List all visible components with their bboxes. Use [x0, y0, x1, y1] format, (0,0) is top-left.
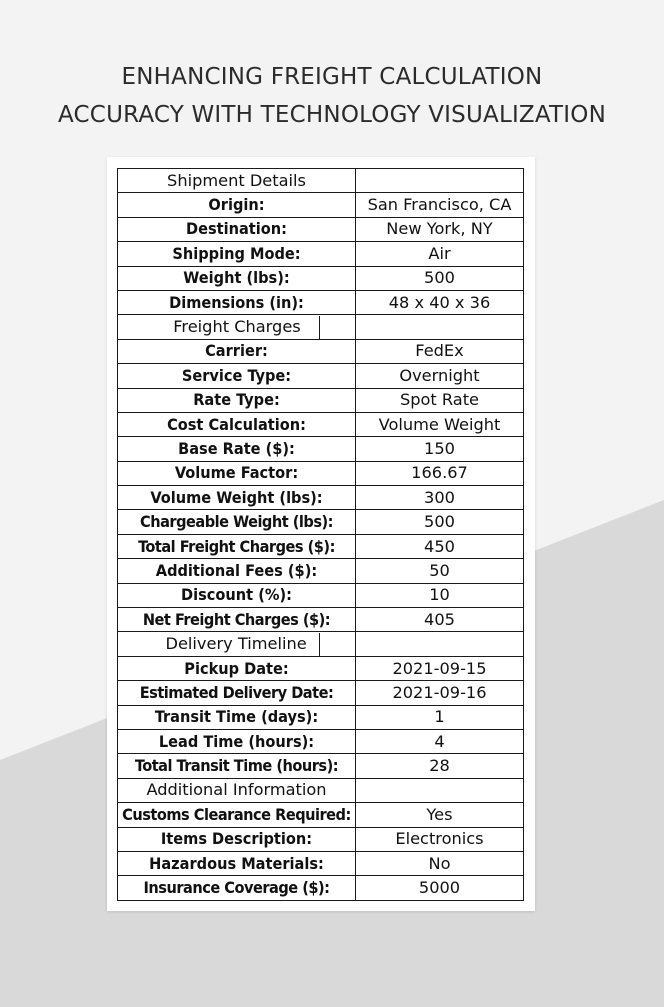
- row-value: 10: [356, 583, 524, 607]
- row-label: Net Freight Charges ($):: [118, 608, 356, 632]
- table-row: [118, 193, 524, 217]
- row-label: Destination:: [118, 217, 356, 241]
- row-value: 1: [356, 705, 524, 729]
- row-value: FedEx: [356, 339, 524, 363]
- page-title-line-2: ACCURACY WITH TECHNOLOGY VISUALIZATION: [58, 102, 606, 128]
- table-row: [118, 486, 524, 510]
- row-label: Volume Factor:: [118, 461, 356, 485]
- row-label: Chargeable Weight (lbs):: [118, 510, 356, 534]
- row-label: Carrier:: [118, 339, 356, 363]
- table-row: [118, 851, 524, 875]
- row-value: 500: [356, 510, 524, 534]
- row-value: 450: [356, 534, 524, 558]
- row-value: Air: [356, 242, 524, 266]
- row-value: 28: [356, 754, 524, 778]
- table-row: [118, 339, 524, 363]
- table-row: [118, 754, 524, 778]
- row-value: 405: [356, 608, 524, 632]
- table-row: [118, 364, 524, 388]
- freight-table: [117, 168, 524, 901]
- table-row: [118, 290, 524, 314]
- section-row-additional: [118, 778, 524, 802]
- row-label: Lead Time (hours):: [118, 729, 356, 753]
- row-value: Electronics: [356, 827, 524, 851]
- row-value: New York, NY: [356, 217, 524, 241]
- row-label: Discount (%):: [118, 583, 356, 607]
- section-delivery-timeline-cell: [118, 632, 356, 656]
- row-label: Dimensions (in):: [118, 290, 356, 314]
- table-row: [118, 534, 524, 558]
- table-row: [118, 266, 524, 290]
- table-row: [118, 729, 524, 753]
- row-label: Total Transit Time (hours):: [118, 754, 356, 778]
- row-value: 150: [356, 437, 524, 461]
- row-label: Items Description:: [118, 827, 356, 851]
- table-row: [118, 705, 524, 729]
- section-row-delivery: [118, 632, 524, 656]
- row-value: 2021-09-16: [356, 681, 524, 705]
- row-value: 4: [356, 729, 524, 753]
- row-label: Cost Calculation:: [118, 412, 356, 436]
- table-row: [118, 388, 524, 412]
- row-label: Origin:: [118, 193, 356, 217]
- row-label: Service Type:: [118, 364, 356, 388]
- row-value: 300: [356, 486, 524, 510]
- row-label: Estimated Delivery Date:: [118, 681, 356, 705]
- empty-cell: [356, 632, 524, 656]
- row-value: 48 x 40 x 36: [356, 290, 524, 314]
- page-title-line-1: ENHANCING FREIGHT CALCULATION: [121, 64, 543, 90]
- row-label: Shipping Mode:: [118, 242, 356, 266]
- row-value: 5000: [356, 876, 524, 900]
- section-additional-information: Additional Information: [118, 778, 356, 802]
- row-label: Additional Fees ($):: [118, 559, 356, 583]
- row-value: 2021-09-15: [356, 656, 524, 680]
- table-row: [118, 510, 524, 534]
- row-label: Weight (lbs):: [118, 266, 356, 290]
- section-row-freight: [118, 315, 524, 339]
- row-label: Base Rate ($):: [118, 437, 356, 461]
- table-row: [118, 412, 524, 436]
- table-row: [118, 461, 524, 485]
- section-row-shipment: [118, 169, 524, 193]
- row-value: 500: [356, 266, 524, 290]
- table-row: [118, 803, 524, 827]
- table-row: [118, 656, 524, 680]
- table-row: [118, 876, 524, 900]
- section-shipment-details: Shipment Details: [118, 169, 356, 193]
- row-value: Yes: [356, 803, 524, 827]
- table-row: [118, 242, 524, 266]
- row-label: Customs Clearance Required:: [118, 803, 356, 827]
- empty-cell: [356, 169, 524, 193]
- row-value: 50: [356, 559, 524, 583]
- page-title: [0, 58, 664, 134]
- table-row: [118, 681, 524, 705]
- empty-cell: [356, 315, 524, 339]
- section-freight-charges: Freight Charges: [154, 316, 320, 339]
- table-row: [118, 583, 524, 607]
- row-value: San Francisco, CA: [356, 193, 524, 217]
- row-label: Hazardous Materials:: [118, 851, 356, 875]
- row-value: Overnight: [356, 364, 524, 388]
- table-row: [118, 559, 524, 583]
- table-row: [118, 217, 524, 241]
- row-value: Spot Rate: [356, 388, 524, 412]
- row-label: Volume Weight (lbs):: [118, 486, 356, 510]
- row-value: No: [356, 851, 524, 875]
- table-row: [118, 827, 524, 851]
- table-row: [118, 608, 524, 632]
- table-row: [118, 437, 524, 461]
- row-label: Rate Type:: [118, 388, 356, 412]
- row-label: Insurance Coverage ($):: [118, 876, 356, 900]
- row-label: Pickup Date:: [118, 656, 356, 680]
- row-value: 166.67: [356, 461, 524, 485]
- row-value: Volume Weight: [356, 412, 524, 436]
- section-freight-charges-cell: [118, 315, 356, 339]
- empty-cell: [356, 778, 524, 802]
- section-delivery-timeline: Delivery Timeline: [154, 633, 320, 656]
- row-label: Transit Time (days):: [118, 705, 356, 729]
- row-label: Total Freight Charges ($):: [118, 534, 356, 558]
